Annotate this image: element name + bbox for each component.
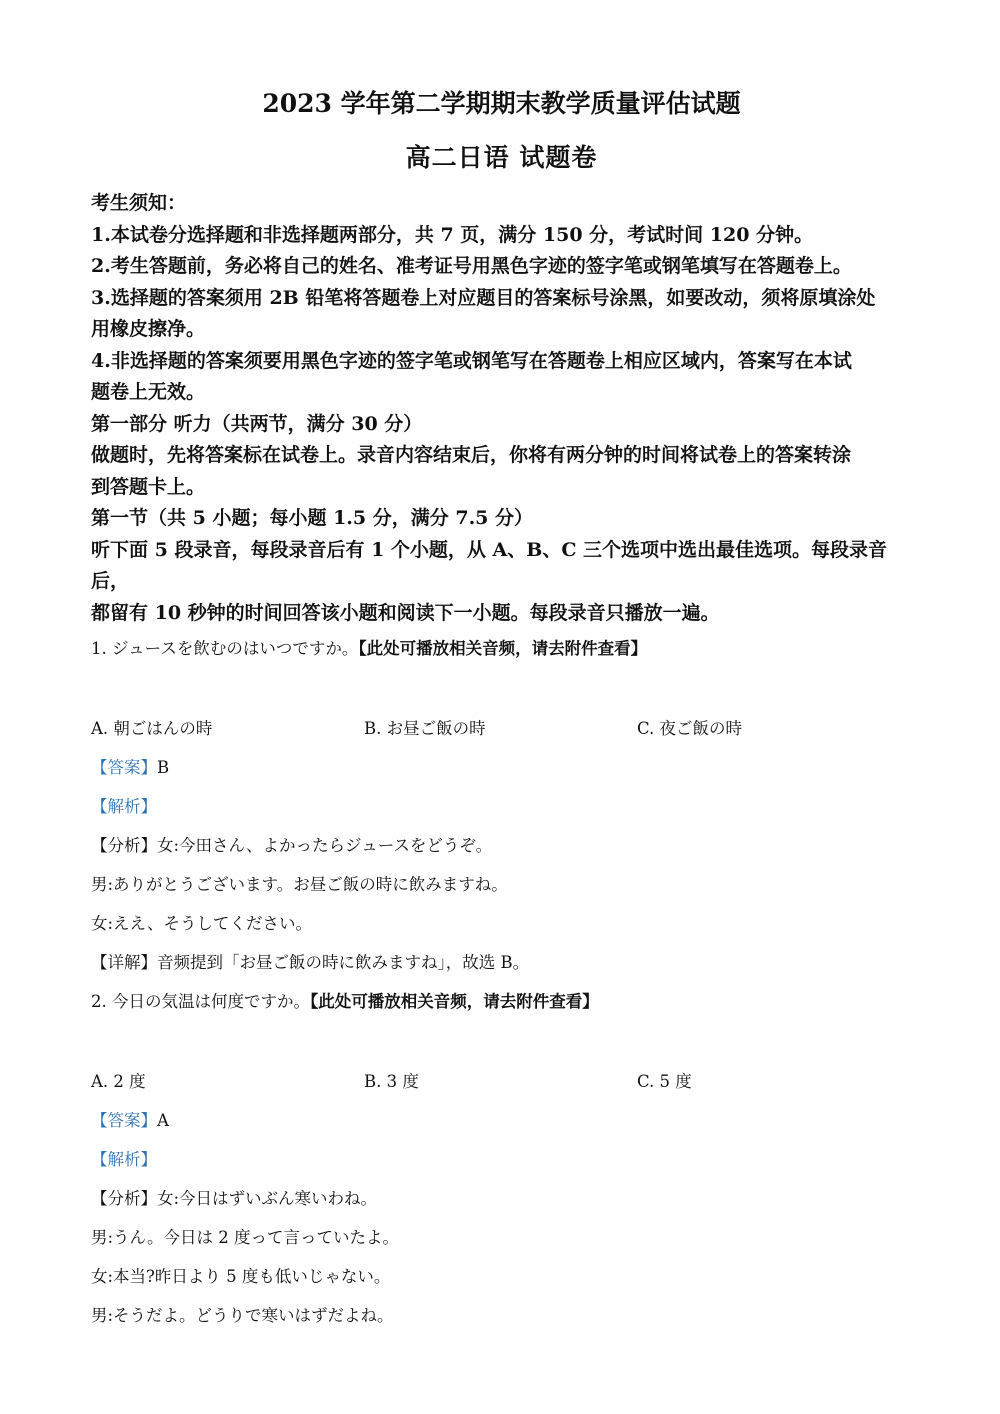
part-heading: 第一部分 听力（共两节，满分 30 分）	[91, 412, 423, 435]
option-c: C. 夜ご飯の時	[637, 719, 743, 738]
detail-tag: 【详解】	[91, 953, 157, 972]
dialogue-line: 男:ありがとうございます。お昼ご飯の時に飲みますね。	[91, 875, 508, 894]
option-c: C. 5 度	[637, 1072, 692, 1091]
question-2	[91, 988, 912, 1330]
detail-text: 音频提到「お昼ご飯の時に飲みますね」，故选 B。	[157, 953, 530, 972]
answer-value: B	[157, 758, 170, 777]
section-heading: 第一节（共 5 小题；每小题 1.5 分，满分 7.5 分）	[91, 507, 534, 529]
question-stem	[91, 635, 912, 663]
notice-item: 1.本试卷分选择题和非选择题两部分，共 7 页，满分 150 分，考试时间 120 分钟。	[91, 223, 814, 246]
question-1	[91, 635, 912, 977]
notice-item: 2.考生答题前，务必将自己的姓名、准考证号用黑色字迹的签字笔或钢笔填写在答题卷上。	[91, 255, 852, 277]
page-title: 2023 学年第二学期期末教学质量评估试题	[262, 89, 741, 118]
page-subtitle: 高二日语 试题卷	[405, 143, 598, 172]
part-instruction: 到答题卡上。	[91, 475, 206, 498]
answer-tag: 【答案】	[91, 1111, 157, 1130]
dialogue-line: 女:ええ、そうしてください。	[91, 914, 313, 933]
dialogue-line: 女:本当?昨日より 5 度も低いじゃない。	[91, 1267, 391, 1286]
section-instruction: 都留有 10 秒钟的时间回答该小题和阅读下一小题。每段录音只播放一遍。	[91, 601, 720, 624]
answer-value: A	[157, 1111, 169, 1130]
notice-item: 4.非选择题的答案须要用黑色字迹的签字笔或钢笔写在答题卷上相应区域内，答案写在本试	[91, 349, 852, 372]
instructions-block	[91, 188, 912, 629]
answer-line	[91, 1107, 912, 1135]
option-b: B. 3 度	[364, 1072, 419, 1091]
analysis-tag: 【解析】	[91, 1150, 157, 1169]
option-a: A. 朝ごはんの時	[91, 719, 213, 738]
notice-item: 用橡皮擦净。	[91, 318, 206, 340]
notice-heading: 考生须知：	[91, 192, 187, 214]
fenxi-tag: 【分析】	[91, 836, 157, 855]
question-stem	[91, 988, 912, 1016]
answer-tag: 【答案】	[91, 758, 157, 777]
answer-options	[91, 715, 912, 743]
audio-note: 【此处可播放相关音频，请去附件查看】	[310, 992, 599, 1011]
answer-line	[91, 754, 912, 782]
dialogue-line: 女:今日はずいぶん寒いわね。	[157, 1189, 378, 1208]
dialogue-line: 男:そうだよ。どうりで寒いはずだよね。	[91, 1306, 394, 1325]
option-b: B. お昼ご飯の時	[364, 719, 486, 738]
dialogue-line: 男:うん。今日は 2 度って言っていたよ。	[91, 1228, 400, 1247]
question-text: 2. 今日の気温は何度ですか。	[91, 992, 310, 1011]
detail-line	[91, 949, 912, 977]
question-text: 1. ジュースを飲むのはいつですか。	[91, 639, 359, 658]
notice-item: 3.选择题的答案须用 2B 铅笔将答题卷上对应题目的答案标号涂黑，如要改动，须将原填涂处	[91, 286, 876, 309]
fenxi-tag: 【分析】	[91, 1189, 157, 1208]
analysis-line	[91, 832, 912, 860]
answer-options	[91, 1068, 912, 1096]
notice-item: 题卷上无效。	[91, 381, 206, 403]
section-instruction: 听下面 5 段录音，每段录音后有 1 个小题，从 A、B、C 三个选项中选出最佳选项。每段录音后，	[91, 538, 888, 592]
option-a: A. 2 度	[91, 1072, 146, 1091]
analysis-line	[91, 1185, 912, 1213]
audio-note: 【此处可播放相关音频，请去附件查看】	[358, 639, 648, 658]
dialogue-line: 女:今田さん、よかったらジュースをどうぞ。	[157, 836, 493, 855]
analysis-tag: 【解析】	[91, 797, 157, 816]
part-instruction: 做题时，先将答案标在试卷上。录音内容结束后，你将有两分钟的时间将试卷上的答案转涂	[91, 444, 852, 466]
